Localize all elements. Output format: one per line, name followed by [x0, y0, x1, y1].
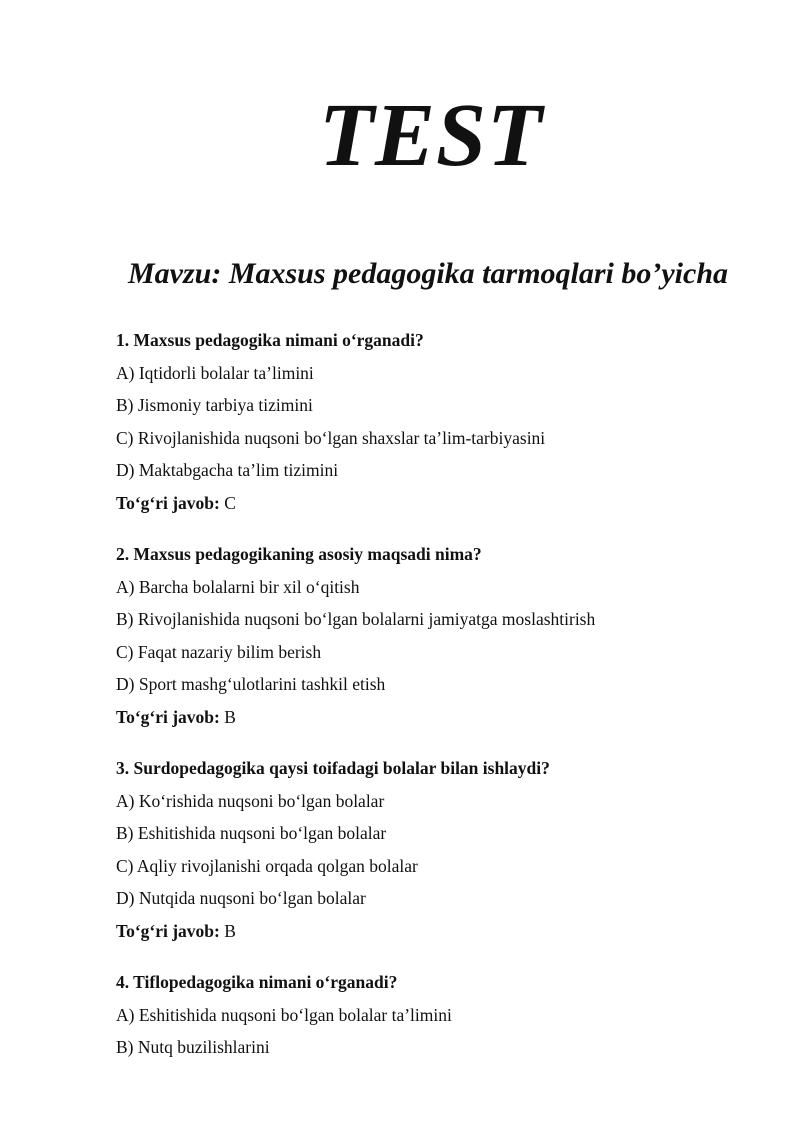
- option-d: D) Maktabgacha ta’lim tizimini: [116, 460, 339, 480]
- question-1: [116, 324, 756, 519]
- option-b: B) Nutq buzilishlarini: [116, 1037, 270, 1057]
- answer-value: B: [219, 920, 236, 941]
- option-d: D) Nutqida nuqsoni bo‘lgan bolalar: [116, 888, 366, 908]
- document-title: TEST: [318, 86, 544, 185]
- answer-label: To‘g‘ri javob:: [116, 492, 220, 513]
- option-c: C) Rivojlanishida nuqsoni bo‘lgan shaxslar ta’lim-tarbiyasini: [116, 427, 546, 448]
- option-b: B) Rivojlanishida nuqsoni bo‘lgan bolalarni jamiyatga moslashtirish: [116, 609, 596, 629]
- question-2: [116, 538, 756, 733]
- correct-answer: [116, 701, 756, 734]
- answer-value: B: [219, 706, 236, 727]
- option-b: B) Jismoniy tarbiya tizimini: [116, 395, 313, 415]
- correct-answer: [116, 915, 756, 948]
- answer-value: C: [219, 492, 236, 513]
- option-b: B) Eshitishida nuqsoni bo‘lgan bolalar: [116, 823, 387, 843]
- option-a: A) Eshitishida nuqsoni bo‘lgan bolalar ta’limini: [116, 1004, 452, 1025]
- correct-answer: [116, 487, 756, 520]
- option-a: A) Iqtidorli bolalar ta’limini: [116, 362, 314, 383]
- option-c: C) Faqat nazariy bilim berish: [116, 641, 322, 662]
- option-a: A) Ko‘rishida nuqsoni bo‘lgan bolalar: [116, 790, 385, 811]
- question-text: 4. Tiflopedagogika nimani o‘rganadi?: [116, 972, 398, 992]
- question-4: [116, 966, 756, 1064]
- document-subtitle: Mavzu: Maxsus pedagogika tarmoqlari bo’yicha: [127, 257, 729, 290]
- question-text: 3. Surdopedagogika qaysi toifadagi bolalar bilan ishlaydi?: [116, 758, 550, 778]
- answer-label: To‘g‘ri javob:: [116, 706, 220, 727]
- answer-label: To‘g‘ri javob:: [116, 920, 220, 941]
- option-c: C) Aqliy rivojlanishi orqada qolgan bolalar: [116, 855, 418, 876]
- question-list: [116, 324, 756, 1064]
- question-text: 2. Maxsus pedagogikaning asosiy maqsadi nima?: [116, 544, 482, 564]
- option-a: A) Barcha bolalarni bir xil o‘qitish: [116, 576, 360, 597]
- option-d: D) Sport mashg‘ulotlarini tashkil etish: [116, 674, 386, 694]
- question-text: 1. Maxsus pedagogika nimani o‘rganadi?: [116, 330, 424, 350]
- question-3: [116, 752, 756, 947]
